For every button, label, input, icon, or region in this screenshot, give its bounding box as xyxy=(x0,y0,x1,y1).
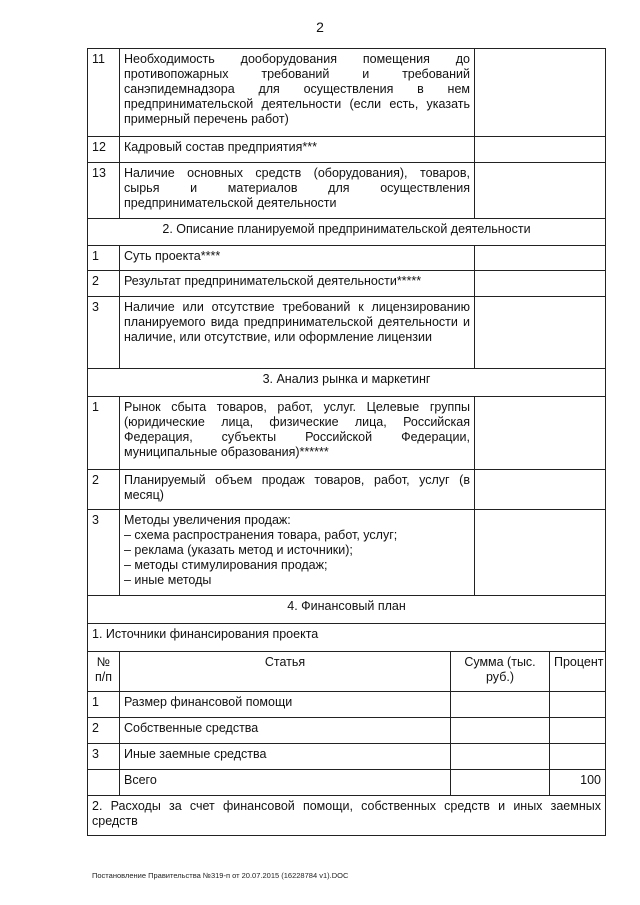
article-header: Статья xyxy=(120,652,451,692)
sum-cell[interactable] xyxy=(451,770,550,796)
row-text: Наличие или отсутствие требований к лицензированию планируемого вида предпринимательской деятельности и наличие, или отсутствие, или оформление лицензии xyxy=(120,297,475,369)
total-label: Всего xyxy=(120,770,451,796)
methods-line: – методы стимулирования продаж; xyxy=(124,558,328,572)
row-text: Суть проекта**** xyxy=(120,246,475,271)
answer-cell[interactable] xyxy=(475,137,606,163)
answer-cell[interactable] xyxy=(475,246,606,271)
answer-cell[interactable] xyxy=(475,470,606,510)
page-number: 2 xyxy=(316,19,324,35)
total-row xyxy=(88,770,606,796)
business-plan-table xyxy=(87,48,606,836)
percent-cell[interactable] xyxy=(550,718,606,744)
footer-filename: Постановление Правительства №319-п от 20.07.2015 (16228784 v1).DOC xyxy=(92,871,349,880)
row-number: 3 xyxy=(88,744,120,770)
methods-line: – иные методы xyxy=(124,573,212,587)
section-header-row xyxy=(88,369,606,397)
row-text: Собственные средства xyxy=(120,718,451,744)
table-row xyxy=(88,470,606,510)
row-number: 1 xyxy=(88,397,120,470)
section-header-row xyxy=(88,596,606,624)
percent-cell[interactable] xyxy=(550,692,606,718)
row-number: 1 xyxy=(88,692,120,718)
section-title: 4. Финансовый план xyxy=(88,596,606,624)
table-row xyxy=(88,137,606,163)
row-number: 1 xyxy=(88,246,120,271)
row-number: 3 xyxy=(88,510,120,596)
subsection-title: 1. Источники финансирования проекта xyxy=(88,624,606,652)
percent-header: Процент xyxy=(550,652,606,692)
subsection-row xyxy=(88,796,606,836)
answer-cell[interactable] xyxy=(475,297,606,369)
row-number: 13 xyxy=(88,163,120,219)
sum-cell[interactable] xyxy=(451,744,550,770)
row-text: Рынок сбыта товаров, работ, услуг. Целевые группы (юридические лица, физические лица, Российская Федерация, субъекты Российской Федерации, муниципальные образования)****** xyxy=(120,397,475,470)
row-text: Необходимость дооборудования помещения до противопожарных требований и требований санэпидемнадзора для осуществления в нем предпринимательской деятельности (если есть, указать примерный перечень работ) xyxy=(120,49,475,137)
row-number: 12 xyxy=(88,137,120,163)
answer-cell[interactable] xyxy=(475,271,606,297)
answer-cell[interactable] xyxy=(475,510,606,596)
row-text: Размер финансовой помощи xyxy=(120,692,451,718)
row-text xyxy=(120,510,475,596)
table-row xyxy=(88,510,606,596)
sum-cell[interactable] xyxy=(451,692,550,718)
methods-line: – схема распространения товара, работ, услуг; xyxy=(124,528,398,542)
row-text: Иные заемные средства xyxy=(120,744,451,770)
num-header: № п/п xyxy=(88,652,120,692)
answer-cell[interactable] xyxy=(475,163,606,219)
total-spacer xyxy=(88,770,120,796)
section-header-row xyxy=(88,219,606,246)
table-row xyxy=(88,718,606,744)
table-row xyxy=(88,397,606,470)
table-row xyxy=(88,49,606,137)
row-text: Результат предпринимательской деятельности***** xyxy=(120,271,475,297)
table-row xyxy=(88,246,606,271)
total-percent: 100 xyxy=(550,770,606,796)
table-row xyxy=(88,271,606,297)
answer-cell[interactable] xyxy=(475,49,606,137)
answer-cell[interactable] xyxy=(475,397,606,470)
table-row xyxy=(88,744,606,770)
table-row xyxy=(88,692,606,718)
row-text: Кадровый состав предприятия*** xyxy=(120,137,475,163)
sum-cell[interactable] xyxy=(451,718,550,744)
row-number: 3 xyxy=(88,297,120,369)
subsection-title: 2. Расходы за счет финансовой помощи, собственных средств и иных заемных средств xyxy=(88,796,606,836)
subsection-row xyxy=(88,624,606,652)
table-row xyxy=(88,163,606,219)
sum-header: Сумма (тыс. руб.) xyxy=(451,652,550,692)
section-title: 2. Описание планируемой предпринимательской деятельности xyxy=(88,219,606,246)
row-text: Планируемый объем продаж товаров, работ, услуг (в месяц) xyxy=(120,470,475,510)
row-number: 2 xyxy=(88,718,120,744)
row-text: Наличие основных средств (оборудования), товаров, сырья и материалов для осуществления предпринимательской деятельности xyxy=(120,163,475,219)
percent-cell[interactable] xyxy=(550,744,606,770)
row-number: 2 xyxy=(88,271,120,297)
methods-line: Методы увеличения продаж: xyxy=(124,513,291,527)
finance-header-row xyxy=(88,652,606,692)
row-number: 11 xyxy=(88,49,120,137)
table-row xyxy=(88,297,606,369)
row-number: 2 xyxy=(88,470,120,510)
section-title: 3. Анализ рынка и маркетинг xyxy=(88,369,606,397)
methods-line: – реклама (указать метод и источники); xyxy=(124,543,353,557)
